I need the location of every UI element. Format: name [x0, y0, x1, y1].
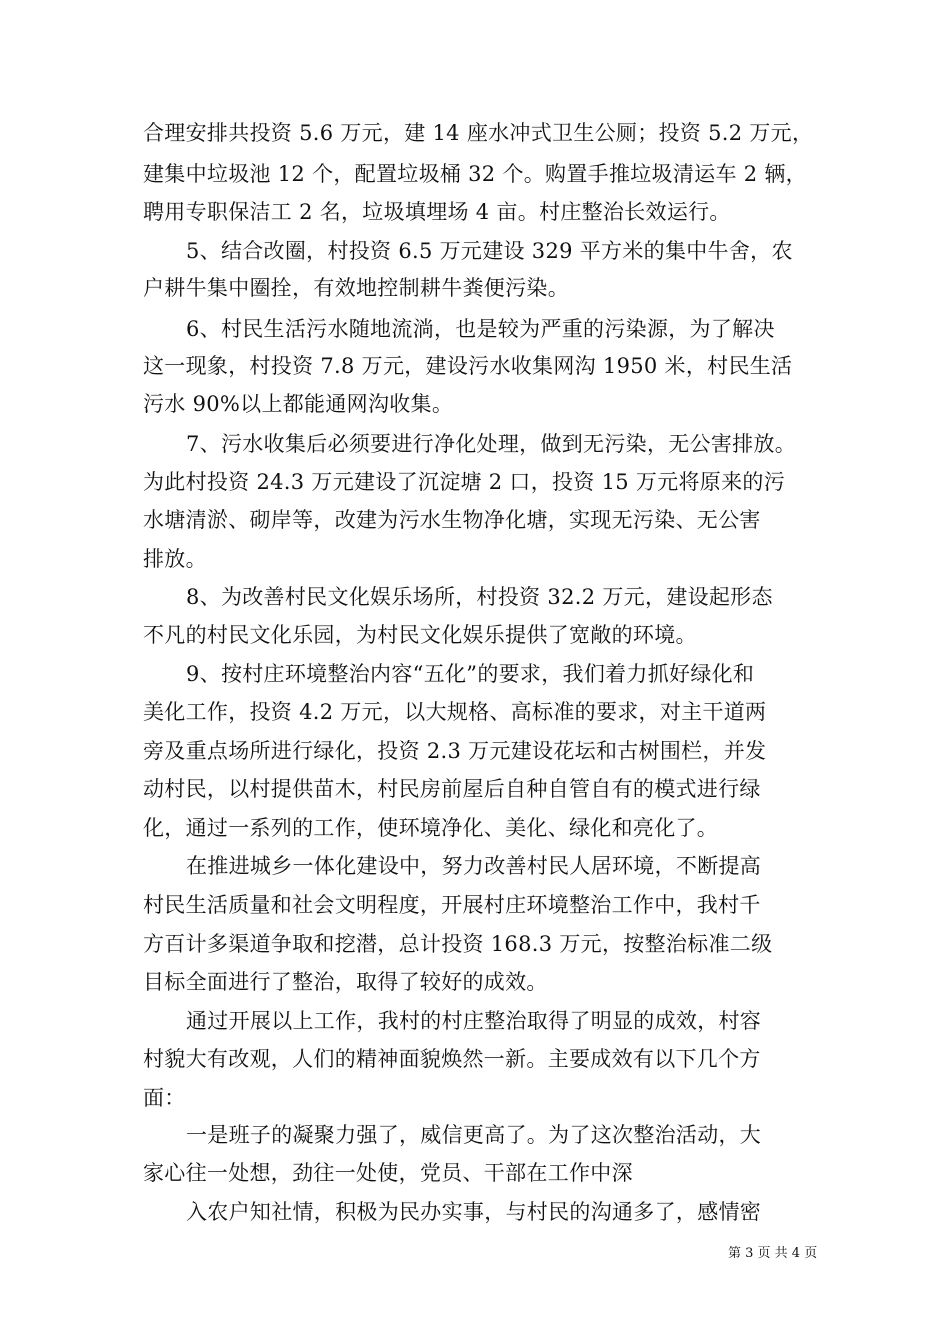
text-line: 目标全面进行了整治，取得了较好的成效。: [143, 970, 548, 994]
text-line: 这一现象，村投资 7.8 万元，建设污水收集网沟 1950 米，村民生活: [143, 354, 793, 378]
text-line: 家心往一处想，劲往一处使，党员、干部在工作中深: [143, 1161, 633, 1185]
text-line: 村民生活质量和社会文明程度，开展村庄环境整治工作中，我村千: [143, 893, 761, 917]
text-line: 化，通过一系列的工作，使环境净化、美化、绿化和亮化了。: [143, 816, 719, 840]
text-line: 动村民，以村提供苗木，村民房前屋后自种自管自有的模式进行绿: [143, 777, 761, 801]
text-line: 聘用专职保洁工 2 名，垃圾填埋场 4 亩。村庄整治长效运行。: [143, 200, 731, 224]
text-line: 合理安排共投资 5.6 万元，建 14 座水冲式卫生公厕；投资 5.2 万元，: [143, 121, 814, 145]
text-line: 村貌大有改观，人们的精神面貌焕然一新。主要成效有以下几个方: [143, 1047, 761, 1071]
paragraph-8-start: 8、为改善村民文化娱乐场所，村投资 32.2 万元，建设起形态: [186, 585, 773, 609]
text-line: 入农户知社情，积极为民办实事，与村民的沟通多了，感情密: [186, 1200, 762, 1224]
paragraph-results-start: 通过开展以上工作，我村的村庄整治取得了明显的成效，村容: [186, 1009, 762, 1033]
text-line: 排放。: [143, 547, 207, 571]
text-line: 面：: [143, 1086, 186, 1110]
text-line: 建集中垃圾池 12 个，配置垃圾桶 32 个。购置手推垃圾清运车 2 辆，: [143, 162, 807, 186]
paragraph-summary-start: 在推进城乡一体化建设中，努力改善村民人居环境，不断提高: [186, 854, 762, 878]
paragraph-7-start: 7、污水收集后必须要进行净化处理，做到无污染，无公害排放。: [186, 432, 797, 456]
paragraph-6-start: 6、村民生活污水随地流淌，也是较为严重的污染源，为了解决: [186, 317, 775, 341]
text-line: 污水 90%以上都能通网沟收集。: [143, 392, 454, 416]
paragraph-9-start: 9、按村庄环境整治内容“五化”的要求，我们着力抓好绿化和: [186, 662, 755, 686]
text-line: 不凡的村民文化乐园，为村民文化娱乐提供了宽敞的环境。: [143, 623, 697, 647]
text-line: 户耕牛集中圈拴，有效地控制耕牛粪便污染。: [143, 276, 569, 300]
paragraph-5-start: 5、结合改圈，村投资 6.5 万元建设 329 平方米的集中牛舍，农: [186, 239, 793, 263]
paragraph-first-point-start: 一是班子的凝聚力强了，威信更高了。为了这次整治活动，大: [186, 1123, 762, 1147]
text-line: 方百计多渠道争取和挖潜，总计投资 168.3 万元，按整治标准二级: [143, 932, 773, 956]
text-line: 旁及重点场所进行绿化，投资 2.3 万元建设花坛和古树围栏，并发: [143, 739, 767, 763]
text-line: 为此村投资 24.3 万元建设了沉淀塘 2 口，投资 15 万元将原来的污: [143, 470, 785, 494]
text-line: 水塘清淤、砌岸等，改建为污水生物净化塘，实现无污染、无公害: [143, 508, 761, 532]
text-line: 美化工作，投资 4.2 万元，以大规格、高标准的要求，对主干道两: [143, 700, 767, 724]
page-number-footer: 第 3 页 共 4 页: [728, 1246, 818, 1261]
